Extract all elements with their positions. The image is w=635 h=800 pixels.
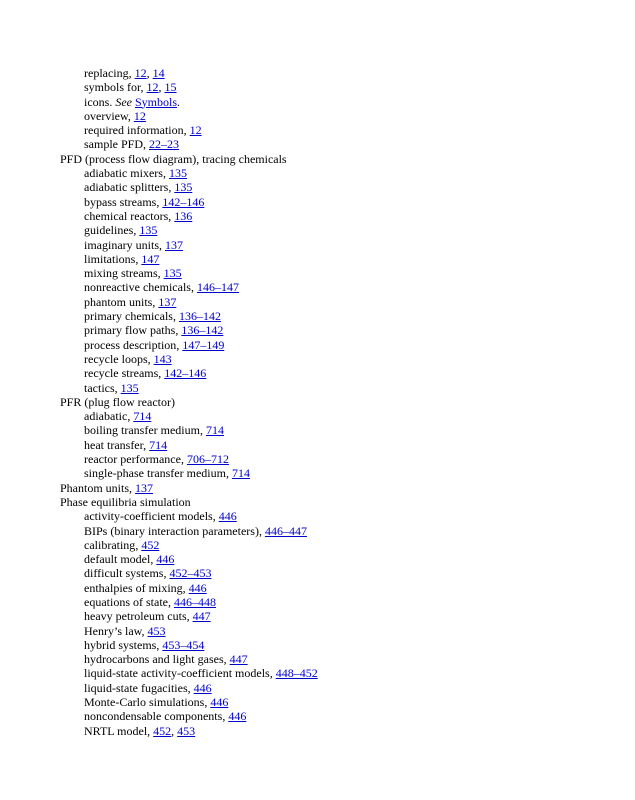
index-term: adiabatic [84, 409, 128, 424]
page-reference-link[interactable]: 136 [174, 208, 193, 223]
index-main-entry [0, 152, 318, 166]
index-subentry: hybrid systems, 453–454 [84, 637, 205, 652]
page-reference-link[interactable]: 15 [164, 80, 177, 95]
page-reference-link[interactable]: 453 [147, 623, 166, 638]
index-subentry: replacing, 12, 14 [84, 66, 165, 80]
page-reference-link[interactable]: 137 [135, 480, 154, 495]
index-term: noncondensable components [84, 709, 223, 724]
index-subentry: chemical reactors, 136 [84, 208, 193, 223]
index-subentry: overview, 12 [84, 108, 146, 123]
index-term: process description [84, 337, 177, 352]
page-reference-link[interactable]: 706–712 [186, 452, 229, 467]
page-reference-link[interactable]: 714 [205, 423, 224, 438]
index-subentry: nonreactive chemicals, 146–147 [84, 280, 239, 295]
index-subentry: activity-coefficient models, 446 [84, 509, 237, 524]
index-term: liquid-state fugacities [84, 680, 188, 695]
page-reference-link[interactable]: 446 [218, 509, 237, 524]
index-term: primary chemicals [84, 309, 173, 324]
page-reference-link[interactable]: 143 [153, 351, 172, 366]
page-reference-link[interactable]: 452–453 [169, 566, 212, 581]
page-reference-link[interactable]: 147–149 [182, 337, 225, 352]
index-term: Phase equilibria simulation [60, 494, 191, 509]
page-reference-link[interactable]: 135 [163, 266, 182, 281]
index-term: imaginary units [84, 237, 159, 252]
index-term: equations of state [84, 594, 168, 609]
page-reference-link[interactable]: 446–447 [264, 523, 307, 538]
page-reference-link[interactable]: 12 [133, 108, 146, 123]
page-reference-link[interactable]: 446 [193, 680, 212, 695]
index-term: recycle loops [84, 351, 148, 366]
index-subentry: heavy petroleum cuts, 447 [84, 609, 211, 624]
index-subentry: mixing streams, 135 [84, 266, 182, 281]
index-subentry: hydrocarbons and light gases, 447 [84, 652, 248, 667]
page-reference-link[interactable]: 135 [168, 166, 187, 181]
index-subentry: recycle loops, 143 [84, 351, 172, 366]
index-term: BIPs (binary interaction parameters) [84, 523, 259, 538]
index-term: hydrocarbons and light gases [84, 652, 224, 667]
index-subentry: primary chemicals, 136–142 [84, 309, 221, 324]
index-subentry: BIPs (binary interaction parameters), 446–447 [84, 523, 307, 538]
page-reference-link[interactable]: 446 [228, 709, 247, 724]
index-subentry: heat transfer, 714 [84, 437, 168, 452]
index-term: hybrid systems [84, 637, 157, 652]
index-subentry: liquid-state fugacities, 446 [84, 680, 212, 695]
index-term: primary flow paths [84, 323, 176, 338]
index-subentry: tactics, 135 [84, 380, 139, 395]
index-main-entry [0, 395, 318, 409]
index-subentry: default model, 446 [84, 552, 175, 567]
index-term: limitations [84, 251, 136, 266]
page-reference-link[interactable]: 14 [152, 66, 165, 80]
index-subentry: single-phase transfer medium, 714 [84, 466, 250, 481]
page-reference-link[interactable]: 135 [139, 223, 158, 238]
index-term: difficult systems [84, 566, 164, 581]
page-reference-link[interactable]: 447 [192, 609, 211, 624]
index-term: activity-coefficient models [84, 509, 213, 524]
page-reference-link[interactable]: 12 [189, 123, 202, 138]
index-subentry: phantom units, 137 [84, 294, 177, 309]
index-subentry: adiabatic splitters, 135 [84, 180, 193, 195]
entry-punctuation: . [177, 94, 181, 109]
index-subentry: NRTL model, 452, 453 [84, 723, 196, 738]
index-term: boiling transfer medium [84, 423, 200, 438]
index-subentry: Monte-Carlo simulations, 446 [84, 695, 229, 710]
page-reference-link[interactable]: 142–146 [164, 366, 207, 381]
index-term: PFR (plug flow reactor) [60, 394, 175, 409]
index-term: Phantom units [60, 480, 130, 495]
page-reference-link[interactable]: 448–452 [275, 666, 318, 681]
index-term: phantom units [84, 294, 153, 309]
index-term: NRTL model [84, 723, 148, 738]
index-term: recycle streams [84, 366, 159, 381]
index-subentry: sample PFD, 22–23 [84, 137, 180, 152]
index-term: bypass streams [84, 194, 157, 209]
index-subentry: bypass streams, 142–146 [84, 194, 205, 209]
page-reference-link[interactable]: 137 [158, 294, 177, 309]
index-term: reactor performance [84, 452, 181, 467]
index-term: mixing streams [84, 266, 158, 281]
index-term: replacing [84, 66, 129, 80]
index-term: PFD (process flow diagram), tracing chemicals [60, 151, 287, 166]
index-subentry: difficult systems, 452–453 [84, 566, 212, 581]
index-subentry: recycle streams, 142–146 [84, 366, 207, 381]
page-reference-link[interactable]: 12 [146, 80, 159, 95]
page-reference-link[interactable]: 446 [156, 552, 175, 567]
index-term: calibrating [84, 537, 136, 552]
index-subentry [0, 95, 318, 109]
index-subentry: limitations, 147 [84, 251, 160, 266]
page-reference-link[interactable]: 146–147 [196, 280, 239, 295]
index-term: Monte-Carlo simulations [84, 695, 205, 710]
page-reference-link[interactable]: 446 [188, 580, 207, 595]
index-term: nonreactive chemicals [84, 280, 191, 295]
index-term: heavy petroleum cuts [84, 609, 187, 624]
page-reference-link[interactable]: 447 [229, 652, 248, 667]
index-subentry: primary flow paths, 136–142 [84, 323, 224, 338]
page-reference-link[interactable]: 22–23 [149, 137, 180, 152]
see-reference-link[interactable]: Symbols [135, 94, 178, 109]
page-reference-link[interactable]: 452 [153, 723, 172, 738]
index-subentry: reactor performance, 706–712 [84, 452, 229, 467]
index-term: adiabatic mixers [84, 166, 163, 181]
index-subentry: process description, 147–149 [84, 337, 225, 352]
index-term: Henry’s law [84, 623, 142, 638]
index-subentry: symbols for, 12, 15 [84, 80, 177, 95]
page-reference-link[interactable]: 136–142 [178, 309, 221, 324]
index-subentry: imaginary units, 137 [84, 237, 183, 252]
page-reference-link[interactable]: 714 [149, 437, 168, 452]
index-term: overview [84, 108, 128, 123]
index-term: icons. [84, 94, 113, 109]
index-term: guidelines [84, 223, 134, 238]
page-reference-link[interactable]: 446 [210, 695, 229, 710]
see-reference-label: See [115, 94, 132, 109]
page-reference-link[interactable]: 453 [177, 723, 196, 738]
index-term: required information [84, 123, 184, 138]
index-main-entry: Phantom units, 137 [60, 480, 154, 495]
index-term: single-phase transfer medium [84, 466, 226, 481]
index-term: sample PFD [84, 137, 144, 152]
index-list [0, 66, 318, 738]
index-subentry: adiabatic, 714 [84, 409, 152, 424]
page-reference-link[interactable]: 446–448 [173, 594, 216, 609]
page-reference-link[interactable]: 135 [174, 180, 193, 195]
index-subentry: noncondensable components, 446 [84, 709, 247, 724]
page-reference-link[interactable]: 135 [120, 380, 139, 395]
page-reference-link[interactable]: 137 [165, 237, 183, 252]
index-subentry: guidelines, 135 [84, 223, 158, 238]
index-subentry: adiabatic mixers, 135 [84, 166, 187, 181]
page-reference-link[interactable]: 147 [141, 251, 160, 266]
page-reference-link[interactable]: 714 [133, 409, 152, 424]
index-subentry: equations of state, 446–448 [84, 594, 216, 609]
index-term: enthalpies of mixing [84, 580, 183, 595]
index-subentry: required information, 12 [84, 123, 202, 138]
index-subentry: enthalpies of mixing, 446 [84, 580, 207, 595]
index-term: adiabatic splitters [84, 180, 169, 195]
index-term: liquid-state activity-coefficient models [84, 666, 270, 681]
index-subentry: boiling transfer medium, 714 [84, 423, 224, 438]
page-reference-link[interactable]: 136–142 [181, 323, 224, 338]
index-subentry: liquid-state activity-coefficient models, 448–452 [84, 666, 318, 681]
index-subentry: Henry’s law, 453 [84, 623, 166, 638]
index-subentry: calibrating, 452 [84, 537, 160, 552]
index-term: symbols for [84, 80, 141, 95]
page-reference-link[interactable]: 714 [231, 466, 250, 481]
index-term: default model [84, 552, 151, 567]
index-term: chemical reactors [84, 208, 169, 223]
page-reference-link[interactable]: 12 [134, 66, 147, 80]
page-reference-link[interactable]: 453–454 [162, 637, 205, 652]
index-term: tactics [84, 380, 115, 395]
page-reference-link[interactable]: 452 [141, 537, 160, 552]
page-reference-link[interactable]: 142–146 [162, 194, 205, 209]
index-main-entry [0, 495, 318, 509]
index-term: heat transfer [84, 437, 144, 452]
